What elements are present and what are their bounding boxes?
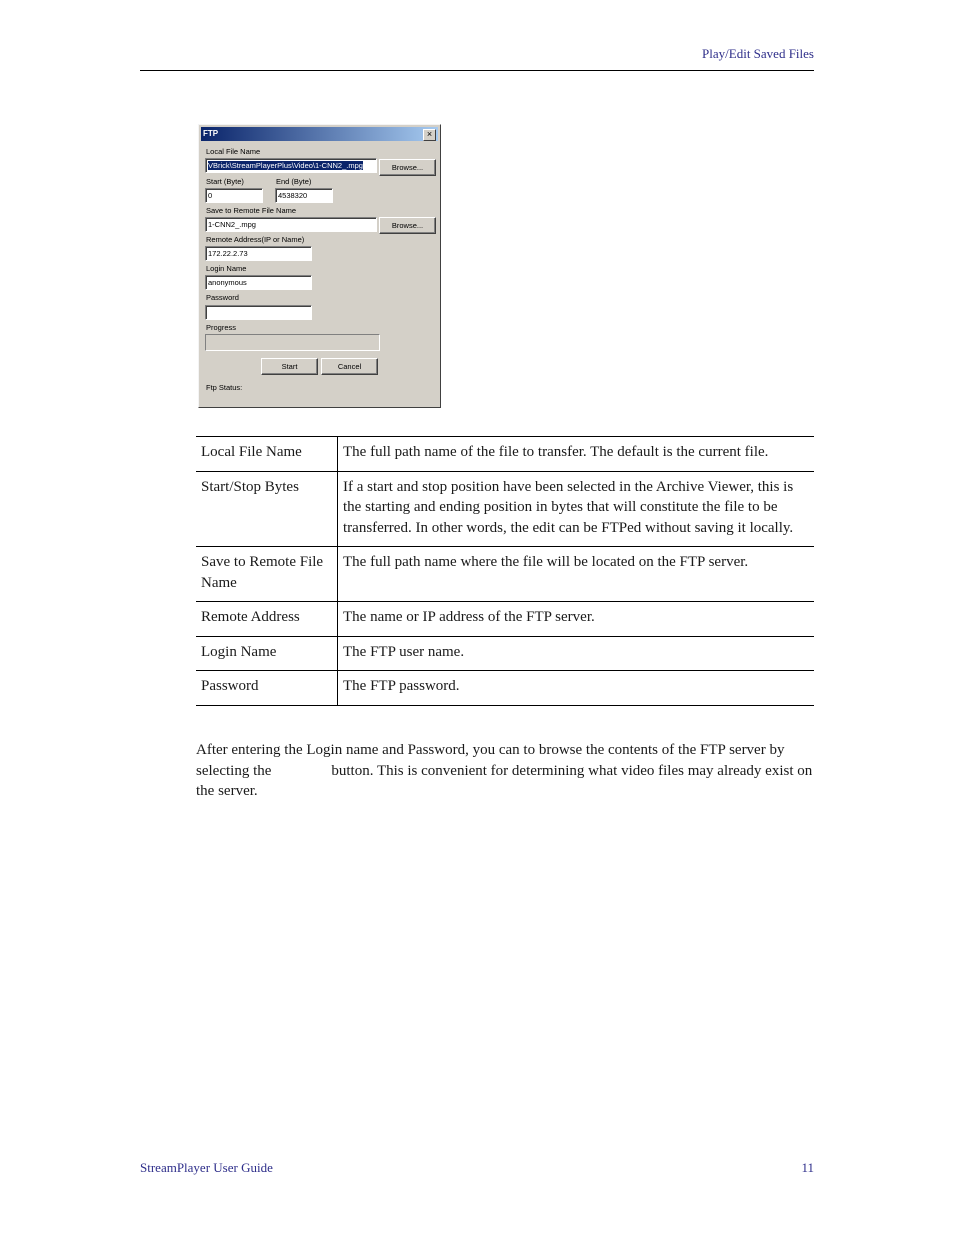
header-section-title: Play/Edit Saved Files <box>702 46 814 61</box>
dialog-title-bar[interactable] <box>201 127 438 141</box>
table-row <box>196 602 814 637</box>
local-file-input[interactable]: VBrick\StreamPlayerPlus\Video\1-CNN2_.mpg <box>205 158 377 173</box>
table-term: Start/Stop Bytes <box>196 471 338 547</box>
table-description: If a start and stop position have been selected in the Archive Viewer, this is the starting and ending position in bytes that will constitute the file to be transferred. In other words, the edit can be FTPed without saving it locally. <box>338 471 815 547</box>
progress-bar <box>205 334 380 351</box>
table-description: The full path name of the file to transfer. The default is the current file. <box>338 437 815 472</box>
table-description: The name or IP address of the FTP server. <box>338 602 815 637</box>
field-description-table <box>196 436 814 706</box>
header-rule <box>140 70 814 71</box>
table-term: Password <box>196 671 338 706</box>
body-paragraph <box>196 740 814 802</box>
remote-address-input[interactable]: 172.22.2.73 <box>205 246 312 261</box>
login-name-label: Login Name <box>206 264 247 273</box>
password-label: Password <box>206 293 239 302</box>
footer-page-number: 11 <box>801 1160 814 1175</box>
login-name-input[interactable]: anonymous <box>205 275 312 290</box>
close-icon[interactable]: × <box>423 129 436 141</box>
local-file-label: Local File Name <box>206 147 261 156</box>
progress-label: Progress <box>206 323 237 332</box>
start-button[interactable]: Start <box>261 358 318 375</box>
table-row <box>196 437 814 472</box>
table-row <box>196 636 814 671</box>
table-term: Local File Name <box>196 437 338 472</box>
start-byte-input[interactable]: 0 <box>205 188 263 203</box>
end-byte-input[interactable]: 4538320 <box>275 188 333 203</box>
table-term: Remote Address <box>196 602 338 637</box>
remote-address-label: Remote Address(IP or Name) <box>206 235 305 244</box>
paragraph-text-after: button. This is convenient for determining what video files may already exist on the server. <box>196 762 813 799</box>
table-description: The full path name where the file will be located on the FTP server. <box>338 547 815 602</box>
dialog-title: FTP <box>203 129 219 138</box>
ftp-dialog <box>198 124 441 408</box>
local-browse-button[interactable]: Browse... <box>379 159 436 176</box>
remote-file-input[interactable]: 1-CNN2_.mpg <box>205 217 377 232</box>
table-description: The FTP user name. <box>338 636 815 671</box>
table-description: The FTP password. <box>338 671 815 706</box>
cancel-button[interactable]: Cancel <box>321 358 378 375</box>
remote-browse-button[interactable]: Browse... <box>379 217 436 234</box>
table-term: Login Name <box>196 636 338 671</box>
table-row <box>196 547 814 602</box>
table-row <box>196 671 814 706</box>
remote-file-label: Save to Remote File Name <box>206 206 297 215</box>
end-byte-label: End (Byte) <box>276 177 312 186</box>
paragraph-text-before: After entering the Login name and Password, you can to browse the contents of the FTP server by selecting the <box>196 742 785 779</box>
table-row <box>196 471 814 547</box>
footer-guide-title: StreamPlayer User Guide <box>140 1160 273 1175</box>
password-input[interactable] <box>205 305 312 320</box>
table-term: Save to Remote File Name <box>196 547 338 602</box>
ftp-status-label: Ftp Status: <box>206 383 243 392</box>
start-byte-label: Start (Byte) <box>206 177 244 186</box>
